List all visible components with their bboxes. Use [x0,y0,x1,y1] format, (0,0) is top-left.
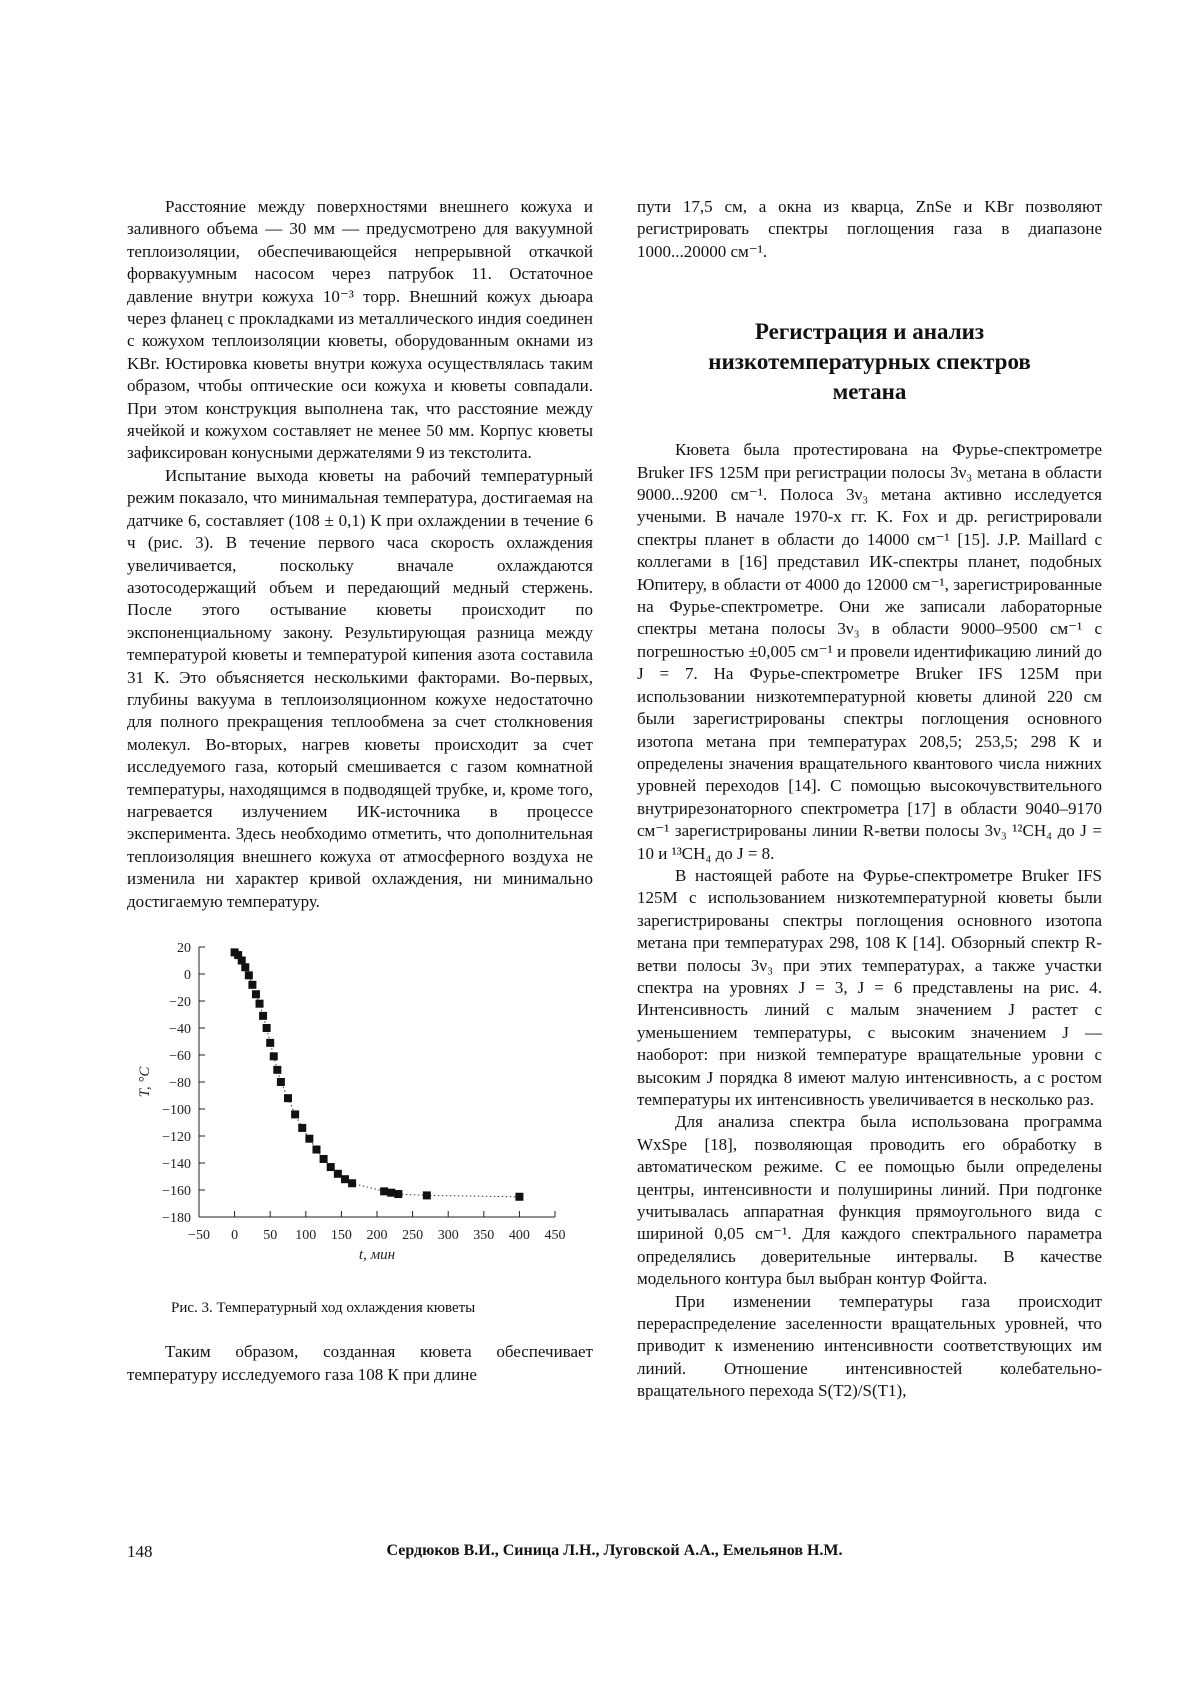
x-tick-label: 250 [402,1228,424,1243]
footer-authors: Сердюков В.И., Синица Л.Н., Луговской А.А., Емельянов Н.М. [386,1542,843,1559]
y-tick-label: −80 [169,1076,191,1091]
paragraph: Испытание выхода кюветы на рабочий температурный режим показало, что минимальная температура, достигаемая на датчике 6, составляет (108 ± 0,1) К при охлаждении в течение 6 ч (рис. 3). В течение первого часа скорость охлаждения увеличивается, поскольку вначале охлаждаются азотосодержащий объем и передающий медный стержень. После этого остывание кюветы происходит по экспоненциальному закону. Результирующая разница между температурой кюветы и температурой кипения азота составила 31 К. Это объясняется несколькими факторами. Во-первых, глубины вакуума в теплоизоляционном кожухе недостаточно для полного прекращения теплообмена за счет столкновения молекул. Во-вторых, нагрев кюветы происходит за счет исследуемого газа, который смешивается с газом комнатной температуры, находящимся в подводящей трубке, и, кроме того, нагревается излучением ИК-источника в процессе эксперимента. Здесь необходимо отметить, что дополнительная теплоизоляция внешнего кожуха от атмосферного воздуха не изменила ни характер кривой охлаждения, ни минимально достигаемую температуру. [127,465,593,911]
data-point [263,1024,271,1032]
data-point [266,1039,274,1047]
x-tick-label: 50 [263,1228,278,1243]
data-point [387,1189,395,1197]
paragraph: Кювета была протестирована на Фурье-спектрометре Bruker IFS 125M при регистрации полосы 3ν₃ метана в области 9000...9200 см⁻¹. Полоса 3ν₃ метана активно исследуется учеными. В начале 1970-х гг. K. Fox и др. регистрировали спектры планет в области до 14000 см⁻¹ [15]. J.P. Maillard с коллегами в [16] представил ИК-спектры планет, подобных Юпитеру, в области от 4000 до 12000 см⁻¹, зарегистрированные на Фурье-спектрометре. Они же записали лабораторные спектры метана полосы 3ν₃ в области 9000–9500 см⁻¹ с погрешностью ±0,005 см⁻¹ и провели идентификацию линий до J = 7. На Фурье-спектрометре Bruker IFS 125M при использовании низкотемпературной кюветы длиной 220 см были зарегистрированы спектры поглощения основного изотопа метана при температурах 208,5; 253,5; 298 К и определены значения вращательного квантового числа нижних уровней переходов [14]. С помощью высокочувствительного внутрирезонаторного спектрометра [17] в области 9040–9170 см⁻¹ зарегистрированы линии R-ветви полосы 3ν₃ ¹²CH₄ до J = 10 и ¹³CH₄ до J = 8. [637,440,1102,863]
x-tick-label: −50 [188,1228,210,1243]
x-axis-label: t, мин [358,1247,396,1263]
figure-caption: Рис. 3. Температурный ход охлаждения кюветы [171,1300,476,1316]
y-tick-label: −60 [169,1049,191,1064]
y-tick-label: 20 [177,941,191,956]
y-tick-label: −100 [162,1103,191,1118]
x-tick-label: 200 [366,1228,388,1243]
figure-3 [127,937,593,1287]
data-point [305,1135,313,1143]
data-point [273,1066,281,1074]
right-column [637,196,1102,1403]
data-point [394,1190,402,1198]
section-heading [637,317,1102,407]
data-point [312,1146,320,1154]
data-point [380,1187,388,1195]
left-column [127,196,593,1386]
x-tick-label: 450 [544,1228,566,1243]
data-point [252,990,260,998]
page-footer [127,1542,1102,1568]
x-tick-label: 300 [437,1228,459,1243]
heading-line: метана [832,379,907,405]
x-tick-label: 400 [508,1228,530,1243]
paragraph: Таким образом, созданная кювета обеспечивает температуру исследуемого газа 108 К при длине [127,1342,593,1384]
data-point [291,1110,299,1118]
data-point [341,1175,349,1183]
heading-line: низкотемпературных спектров [708,349,1031,375]
data-point [298,1124,306,1132]
data-point [248,981,256,989]
data-point [334,1170,342,1178]
paragraph: В настоящей работе на Фурье-спектрометре Bruker IFS 125M с использованием низкотемпературной кюветы были зарегистрированы спектры поглощения основного изотопа метана при температурах 298, 108 К [14]. Обзорный спектр R-ветви полосы 3ν₃ при этих температурах, а также участки спектра на уровнях J = 3, J = 6 представлены на рис. 4. Интенсивность линий с малым значением J растет с уменьшением температуры, с высоким значением J — наоборот: при низкой температуре вращательные уровни с высоким J порядка 8 имеют малую интенсивность, а с ростом температуры их интенсивность увеличивается в несколько раз. [637,865,1102,1109]
x-tick-label: 0 [231,1228,239,1243]
y-tick-label: 0 [184,968,191,983]
series-connector [235,952,520,1196]
data-point [423,1191,431,1199]
data-point [245,971,253,979]
paragraph: Для анализа спектра была использована программа WxSpe [18], позволяющая проводить его обработку в автоматическом режиме. С ее помощью были определены центры, интенсивности и полуширины линий. При подгонке учитывалась аппаратная функция прямоугольного вида с шириной 0,05 см⁻¹. Для каждого спектрального параметра определялись доверительные интервалы. В качестве модельного контура был выбран контур Фойгта. [637,1112,1102,1289]
data-point [270,1052,278,1060]
data-point [348,1179,356,1187]
x-tick-label: 150 [330,1228,352,1243]
y-tick-label: −120 [162,1130,191,1145]
paragraph: пути 17,5 см, а окна из кварца, ZnSe и KBr позволяют регистрировать спектры поглощения газа в диапазоне 1000...20000 см⁻¹. [637,197,1102,261]
data-point [320,1155,328,1163]
data-point [515,1193,523,1201]
data-point [327,1163,335,1171]
y-tick-label: −20 [169,995,191,1010]
data-point [284,1094,292,1102]
y-tick-label: −140 [162,1157,191,1172]
cooling-chart [127,937,593,1287]
data-point [277,1078,285,1086]
paragraph: Расстояние между поверхностями внешнего кожуха и заливного объема — 30 мм — предусмотрено для вакуумной теплоизоляции, обеспечивающейся непрерывной откачкой форвакуумным насосом через патрубок 11. Остаточное давление внутри кожуха 10⁻³ торр. Внешний кожух дьюара через фланец с прокладками из металлического индия соединен с кожухом теплоизоляции кюветы, оборудованным окнами из KBr. Юстировка кюветы внутри кожуха осуществлялась таким образом, чтобы оптические оси кожуха и кюветы совпадали. При этом конструкция выполнена так, что расстояние между ячейкой и кожухом составляет не менее 50 мм. Корпус кюветы зафиксирован конусными держателями 9 из текстолита. [127,197,593,463]
y-tick-label: −180 [162,1211,191,1226]
y-tick-label: −40 [169,1022,191,1037]
page-number: 148 [127,1542,153,1561]
y-axis-label: T, °C [137,1066,153,1098]
x-tick-label: 350 [473,1228,495,1243]
y-tick-label: −160 [162,1184,191,1199]
heading-line: Регистрация и анализ [754,319,985,345]
data-point [241,963,249,971]
data-point [259,1012,267,1020]
paragraph: При изменении температуры газа происходит перераспределение заселенности вращательных уровней, что приводит к изменению интенсивности соответствующих им линий. Отношение интенсивностей колебательно-вращательного перехода S(T2)/S(T1), [637,1291,1102,1401]
x-tick-label: 100 [295,1228,317,1243]
data-point [256,1000,264,1008]
